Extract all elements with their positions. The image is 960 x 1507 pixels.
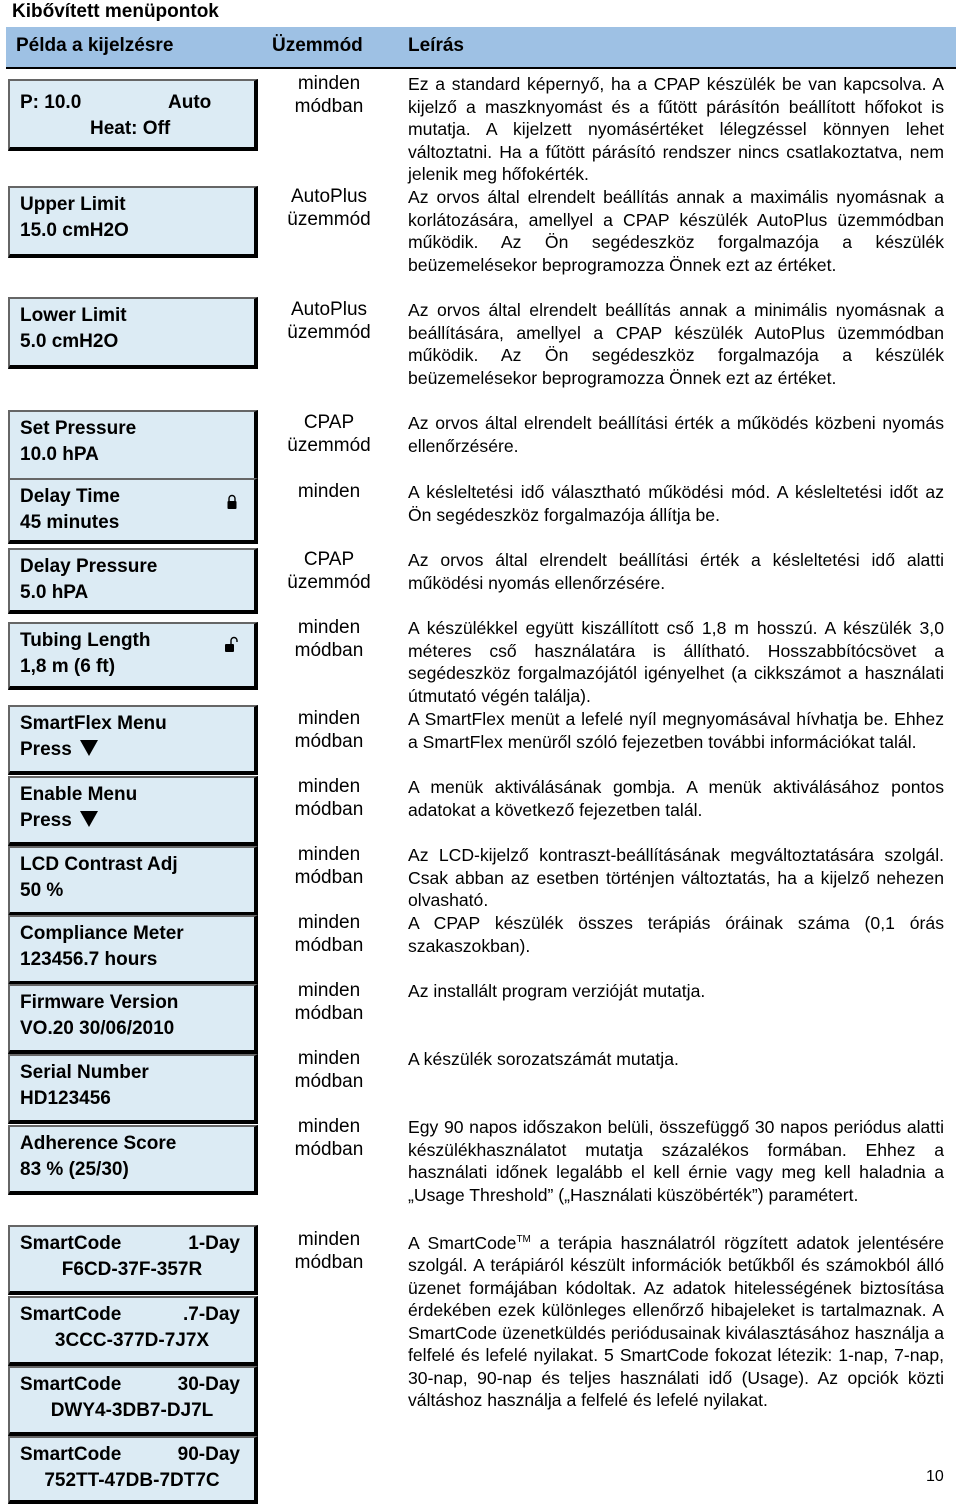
mode-cell: minden módban <box>294 1229 364 1273</box>
lcd-line-1: SmartFlex Menu <box>20 713 167 734</box>
description-cell: A CPAP készülék összes terápiás óráinak száma (0,1 órás szakaszokban). <box>408 913 944 956</box>
description-cell: A készülék sorozatszámát mutatja. <box>408 1049 679 1069</box>
mode-cell: minden módban <box>294 1116 364 1160</box>
column-header-mode: Üzemmód <box>272 35 363 56</box>
lcd-display-set-pressure <box>8 410 258 482</box>
page-number: 10 <box>926 1468 944 1485</box>
lcd-display-delay-pressure <box>8 548 258 614</box>
mode-cell: minden módban <box>294 73 364 117</box>
description-cell: A menük aktiválásának gombja. A menük aktiválásához pontos adatokat a következő fejezetben talál. <box>408 777 944 820</box>
lcd-smartcode-label: SmartCode <box>20 1374 122 1395</box>
description-cell: Az LCD-kijelző kontraszt-beállításának megváltoztatására szolgál. Csak abban az esetben történjen változtatás, ha a kijelző nehezen olvasható. <box>408 845 944 910</box>
description-cell: Ez a standard képernyő, ha a CPAP készülék be van kapcsolva. A kijelző a maszknyomást és a fűtött párásítón beállított hőfokot is mutatja. A kijelzett nyomásértéket lélegzéssel könnyen lehet változtatni. Ha a fűtött párásító rendszer nincs csatlakoztatva, nem jelenik meg hőfokérték. <box>408 74 944 184</box>
description-cell: A SmartFlex menüt a lefelé nyíl megnyomásával hívhatja be. Ehhez a SmartFlex menüről szóló fejezetben további információkat talál. <box>408 709 944 752</box>
lcd-smartcode-period: 1-Day <box>188 1233 240 1254</box>
lcd-line-1: Adherence Score <box>20 1133 177 1154</box>
mode-cell: minden módban <box>294 617 364 661</box>
lcd-display-smartcode-1day <box>8 1225 258 1295</box>
lcd-display-serial-number <box>8 1054 258 1124</box>
description-cell: A késleltetési idő választható működési mód. A késleltetési időt az Ön segédeszköz forgalmazója állítja be. <box>408 482 944 525</box>
lcd-smartcode-label: SmartCode <box>20 1444 122 1465</box>
mode-cell: minden módban <box>294 844 364 888</box>
lcd-line-2: HD123456 <box>20 1088 111 1109</box>
lcd-smartcode-value: 3CCC-377D-7J7X <box>54 1330 210 1351</box>
lcd-smartcode-period: .7-Day <box>182 1304 240 1325</box>
mode-cell: minden módban <box>294 980 364 1024</box>
description-cell: Egy 90 napos időszakon belüli, összefüggő 30 napos periódus alatti készülékhasználatot mutatja százalékos formában. Ehhez a használati időnek legalább el kell érnie vagy meg kell haladnia a „Usage Threshold” („Használati küszöbérték”) paramétert. <box>408 1117 944 1205</box>
lcd-display-smartcode-30day <box>8 1366 258 1436</box>
lcd-smartcode-value: F6CD-37F-357R <box>61 1259 203 1280</box>
lcd-display-contrast <box>8 846 258 916</box>
lcd-line-1: Set Pressure <box>20 418 137 439</box>
lcd-line-1: Tubing Length <box>20 630 151 651</box>
lcd-display-smartcode-90day <box>8 1436 258 1504</box>
lcd-line-2: 50 % <box>20 880 64 901</box>
mode-cell: minden módban <box>294 1048 364 1092</box>
lcd-line-2: 123456.7 hours <box>20 949 158 970</box>
description-cell: Az orvos által elrendelt beállítási érték a késleltetési idő alatti működési nyomás ellenőrzésére. <box>408 550 944 593</box>
lcd-line-1: Delay Pressure <box>20 556 158 577</box>
smartcode-desc-b: a terápia használatról rögzített adatok jelentésére szolgál. A terápiáról készült információk betűkből és számokból álló üzenet formájában kódoltak. Az adatok hitelességének biztosítása érdekében ezek különleges ellenőrző hibajeleket is tartalmaznak. A SmartCode üzenetküldés periódusainak kiválasztásához használja a felfelé és lefelé nyilakat. 5 SmartCode fokozat létezik: 1-nap, 7-nap, 30-nap, 90-nap és teljes használati idő (Usage). Az opciók közti váltáshoz használja a felfelé és lefelé nyilakat. <box>408 1232 945 1411</box>
lcd-display-upper-limit <box>8 186 258 258</box>
table-header <box>6 27 956 69</box>
lcd-display-delay-time <box>8 478 258 544</box>
lcd-smartcode-period: 90-Day <box>177 1444 240 1465</box>
description-cell: Az orvos által elrendelt beállítási érték a működés közbeni nyomás ellenőrzésére. <box>408 413 944 456</box>
lcd-display-main <box>8 79 258 151</box>
description-cell <box>408 1229 944 1412</box>
lcd-smartcode-label: SmartCode <box>20 1304 122 1325</box>
lcd-smartcode-value: 752TT-47DB-7DT7C <box>44 1470 220 1491</box>
lcd-mode: Auto <box>168 92 212 113</box>
description-cell: Az installált program verzióját mutatja. <box>408 981 706 1001</box>
lcd-line-2: 45 minutes <box>20 512 120 533</box>
lcd-line-2: Press <box>20 810 72 831</box>
lcd-pressure: P: 10.0 <box>20 92 82 113</box>
mode-cell: minden módban <box>294 708 364 752</box>
column-header-display: Példa a kijelzésre <box>16 35 174 56</box>
description-cell: Az orvos által elrendelt beállítás annak a maximális nyomásnak a korlátozására, amellyel a CPAP készülék AutoPlus üzemmódban működik. Az Ön segédeszköz forgalmazója a készülék beüzemelésekor beprogramozza Önnek ezt az értéket. <box>408 187 944 275</box>
description-cell: Az orvos által elrendelt beállítás annak a minimális nyomásnak a beállítására, amellyel a CPAP készülék AutoPlus üzemmódban működik. Az Ön segédeszköz forgalmazója a készülék beüzemelésekor beprogramozza Önnek ezt az értéket. <box>408 300 944 388</box>
lcd-smartcode-label: SmartCode <box>20 1233 122 1254</box>
lcd-display-lower-limit <box>8 297 258 369</box>
lcd-line-1: Compliance Meter <box>20 923 184 944</box>
trademark-mark: TM <box>516 1234 531 1245</box>
mode-cell: minden <box>297 481 361 502</box>
lcd-line-2: 5.0 cmH2O <box>20 331 119 352</box>
lcd-line-1: Serial Number <box>20 1062 149 1083</box>
lcd-display-smartflex-menu <box>8 705 258 775</box>
lcd-display-adherence-score <box>8 1125 258 1195</box>
lcd-line-1: LCD Contrast Adj <box>20 854 178 875</box>
section-title: Kibővített menüpontok <box>12 1 219 22</box>
lcd-line-1: Firmware Version <box>20 992 179 1013</box>
lcd-line-2: Press <box>20 739 72 760</box>
lcd-display-enable-menu <box>8 776 258 846</box>
mode-cell: minden módban <box>294 912 364 956</box>
lock-open-icon <box>224 636 238 654</box>
column-header-description: Leírás <box>408 35 464 56</box>
down-arrow-icon <box>80 811 98 827</box>
mode-cell: CPAP üzemmód <box>287 412 371 456</box>
lcd-display-firmware <box>8 984 258 1054</box>
lcd-line-1: Enable Menu <box>20 784 138 805</box>
lcd-display-smartcode-7day <box>8 1296 258 1366</box>
lcd-display-tubing-length <box>8 622 258 690</box>
lcd-smartcode-value: DWY4-3DB7-DJ7L <box>50 1400 214 1421</box>
lcd-line-2: VO.20 30/06/2010 <box>20 1018 175 1039</box>
mode-cell: AutoPlus üzemmód <box>287 299 371 343</box>
lcd-line-2: 5.0 hPA <box>20 582 89 603</box>
lcd-line-1: Lower Limit <box>20 305 127 326</box>
lcd-line-2: 83 % (25/30) <box>20 1159 129 1180</box>
mode-cell: minden módban <box>294 776 364 820</box>
lcd-line-1: Delay Time <box>20 486 120 507</box>
mode-cell: AutoPlus üzemmód <box>287 186 371 230</box>
lcd-line-1: Upper Limit <box>20 194 126 215</box>
lcd-line-2: 1,8 m (6 ft) <box>20 656 116 677</box>
down-arrow-icon <box>80 740 98 756</box>
lcd-line-2: 15.0 cmH2O <box>20 220 129 241</box>
lock-closed-icon <box>226 494 238 510</box>
lcd-heat: Heat: Off <box>90 118 171 139</box>
description-cell: A készülékkel együtt kiszállított cső 1,8 m hosszú. A készülék 3,0 méteres cső használatára is állítható. Hosszabbítócsövet a segédeszköz forgalmazójától igényelhet (a cikkszámot a használati útmutató végén találja). <box>408 618 944 706</box>
mode-cell: CPAP üzemmód <box>287 549 371 593</box>
lcd-smartcode-period: 30-Day <box>177 1374 240 1395</box>
lcd-display-compliance-meter <box>8 915 258 985</box>
smartcode-desc-a: A SmartCode <box>408 1232 517 1253</box>
lcd-line-2: 10.0 hPA <box>20 444 99 465</box>
